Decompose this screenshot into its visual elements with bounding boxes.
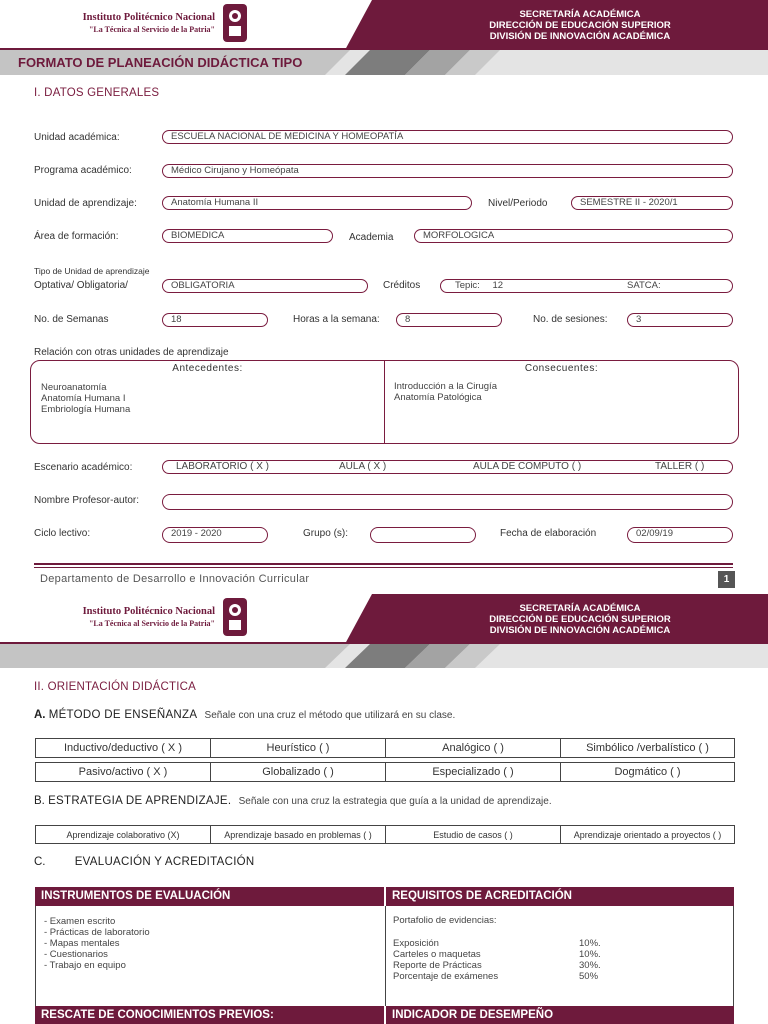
academia-field[interactable]: MORFOLOGICA [414, 229, 733, 243]
requisito-item: Porcentaje de exámenes [393, 971, 499, 982]
creditos-field[interactable] [440, 279, 733, 293]
tipo-label-2: Optativa/ Obligatoria/ [34, 280, 128, 291]
footer-rule-2 [34, 567, 733, 568]
area-field[interactable]: BIOMEDICA [162, 229, 333, 243]
evaluacion-divider [385, 906, 386, 1006]
antecedentes-list [41, 382, 130, 415]
tepic-value: 12 [492, 280, 504, 291]
institution-motto: "La Técnica al Servicio de la Patria" [88, 619, 215, 628]
sesiones-label: No. de sesiones: [533, 314, 608, 325]
instrumento-item: - Examen escrito [44, 916, 116, 927]
consecuentes-title: Consecuentes: [524, 363, 599, 374]
estrategia-heading [34, 795, 552, 807]
requisito-item: Reporte de Prácticas [393, 960, 482, 971]
metodo-cell[interactable]: Pasivo/activo ( X ) [35, 762, 211, 782]
requisito-pct: 10%. [579, 938, 601, 949]
footer-rule-1 [34, 563, 733, 565]
escenario-computo[interactable]: AULA DE COMPUTO ( ) [473, 461, 582, 472]
estrategia-cell[interactable]: Aprendizaje colaborativo (X) [35, 825, 211, 844]
antecedente-item: Embriología Humana [41, 404, 131, 415]
metodo-cell[interactable]: Especializado ( ) [385, 762, 561, 782]
semanas-field[interactable]: 18 [162, 313, 268, 327]
institution-name: Instituto Politécnico Nacional [82, 12, 215, 23]
requisito-item: Carteles o maquetas [393, 949, 481, 960]
semanas-label: No. de Semanas [34, 314, 109, 325]
metodo-letter: A. [34, 709, 46, 721]
estrategia-letter: B. [34, 795, 45, 807]
relacion-box [30, 360, 739, 444]
ciclo-field[interactable]: 2019 - 2020 [162, 527, 268, 543]
estrategia-instruction: Señale con una cruz la estrategia que guía a la unidad de aprendizaje. [238, 796, 552, 807]
tipo-label-1: Tipo de Unidad de aprendizaje [34, 266, 150, 276]
metodo-cell[interactable]: Globalizado ( ) [210, 762, 386, 782]
instrumento-item: - Mapas mentales [44, 938, 120, 949]
escenario-label: Escenario académico: [34, 462, 133, 473]
grupo-label: Grupo (s): [303, 528, 349, 539]
institution-name: Instituto Politécnico Nacional [82, 606, 215, 617]
escenario-field[interactable] [162, 460, 733, 474]
antecedentes-title: Antecedentes: [172, 363, 243, 374]
relacion-label: Relación con otras unidades de aprendizaje [34, 347, 229, 358]
fecha-field[interactable]: 02/09/19 [627, 527, 733, 543]
instrumento-item: - Trabajo en equipo [44, 960, 126, 971]
section-orientacion: II. ORIENTACIÓN DIDÁCTICA [34, 681, 196, 693]
unidad-academica-field[interactable]: ESCUELA NACIONAL DE MEDICINA Y HOMEOPATÍA [162, 130, 733, 144]
programa-label: Programa académico: [34, 165, 132, 176]
profesor-field[interactable] [162, 494, 733, 510]
tipo-field[interactable]: OBLIGATORIA [162, 279, 368, 293]
evaluacion-title: EVALUACIÓN Y ACREDITACIÓN [74, 856, 255, 868]
instrumentos-header: INSTRUMENTOS DE EVALUACIÓN [35, 887, 384, 906]
nivel-field[interactable]: SEMESTRE II - 2020/1 [571, 196, 733, 210]
requisito-pct: 10%. [579, 949, 601, 960]
rescate-header: RESCATE DE CONOCIMIENTOS PREVIOS: [35, 1006, 384, 1024]
unidad-aprendizaje-label: Unidad de aprendizaje: [34, 198, 137, 209]
escenario-taller[interactable]: TALLER ( ) [655, 461, 705, 472]
page2-header [0, 594, 768, 669]
programa-field[interactable]: Médico Cirujano y Homeópata [162, 164, 733, 178]
nivel-label: Nivel/Periodo [488, 198, 548, 209]
unidad-aprendizaje-field[interactable]: Anatomía Humana II [162, 196, 472, 210]
portafolio-label: Portafolio de evidencias: [393, 915, 497, 926]
evaluacion-letter: C. [34, 856, 46, 868]
fecha-label: Fecha de elaboración [500, 528, 597, 539]
estrategia-cell[interactable]: Aprendizaje orientado a proyectos ( ) [560, 825, 735, 844]
escenario-laboratorio[interactable]: LABORATORIO ( X ) [176, 461, 269, 472]
horas-label: Horas a la semana: [293, 314, 380, 325]
satca-label: SATCA: [627, 280, 661, 291]
requisito-item: Exposición [393, 938, 439, 949]
metodo-heading [34, 709, 455, 721]
instrumento-item: - Cuestionarios [44, 949, 108, 960]
evaluacion-body [35, 906, 734, 1006]
estrategia-cell[interactable]: Aprendizaje basado en problemas ( ) [210, 825, 386, 844]
header-line-2: DIRECCIÓN DE EDUCACIÓN SUPERIOR [489, 20, 671, 31]
metodo-title: MÉTODO DE ENSEÑANZA [48, 709, 198, 721]
page1-header [0, 0, 768, 75]
tepic-label: Tepic: [455, 280, 480, 291]
doc-title: FORMATO DE PLANEACIÓN DIDÁCTICA TIPO [18, 55, 303, 70]
creditos-label: Créditos [383, 280, 421, 291]
instrumentos-list [44, 916, 150, 971]
sesiones-field[interactable]: 3 [627, 313, 733, 327]
academia-label: Academia [349, 232, 394, 243]
indicador-header: INDICADOR DE DESEMPEÑO [386, 1006, 734, 1024]
metodo-cell[interactable]: Dogmático ( ) [560, 762, 735, 782]
unidad-academica-label: Unidad académica: [34, 132, 120, 143]
profesor-label: Nombre Profesor-autor: [34, 495, 140, 506]
metodo-cell[interactable]: Analógico ( ) [385, 738, 561, 758]
estrategia-title: ESTRATEGIA DE APRENDIZAJE. [48, 795, 232, 807]
header-line-3: DIVISIÓN DE INNOVACIÓN ACADÉMICA [489, 31, 671, 42]
page-number-badge: 1 [718, 571, 735, 588]
institution-motto: "La Técnica al Servicio de la Patria" [88, 25, 215, 34]
grupo-field[interactable] [370, 527, 476, 543]
consecuente-item: Introducción a la Cirugía [394, 381, 497, 392]
consecuente-item: Anatomía Patológica [394, 392, 482, 403]
requisitos-list [393, 938, 601, 982]
requisito-pct: 30%. [579, 960, 601, 971]
header-line-1: SECRETARÍA ACADÉMICA [519, 603, 641, 614]
footer-text: Departamento de Desarrollo e Innovación Curricular [40, 573, 310, 585]
instrumento-item: - Prácticas de laboratorio [44, 927, 150, 938]
antecedente-item: Anatomía Humana I [41, 393, 126, 404]
header-line-3: DIVISIÓN DE INNOVACIÓN ACADÉMICA [489, 625, 671, 636]
requisitos-header: REQUISITOS DE ACREDITACIÓN [386, 887, 734, 906]
consecuentes-list [394, 381, 497, 403]
estrategia-cell[interactable]: Estudio de casos ( ) [385, 825, 561, 844]
metodo-cell[interactable]: Simbólico /verbalístico ( ) [560, 738, 735, 758]
header-line-1: SECRETARÍA ACADÉMICA [519, 9, 641, 20]
evaluacion-heading [34, 856, 255, 868]
horas-field[interactable]: 8 [396, 313, 502, 327]
header-line-2: DIRECCIÓN DE EDUCACIÓN SUPERIOR [489, 614, 671, 625]
ciclo-label: Ciclo lectivo: [34, 528, 91, 539]
escenario-aula[interactable]: AULA ( X ) [339, 461, 387, 472]
metodo-instruction: Señale con una cruz el método que utilizará en su clase. [204, 710, 456, 721]
area-label: Área de formación: [34, 231, 119, 242]
metodo-cell[interactable]: Inductivo/deductivo ( X ) [35, 738, 211, 758]
requisito-pct: 50% [579, 971, 599, 982]
metodo-cell[interactable]: Heurístico ( ) [210, 738, 386, 758]
section-datos-generales: I. DATOS GENERALES [34, 87, 160, 99]
antecedente-item: Neuroanatomía [41, 382, 107, 393]
